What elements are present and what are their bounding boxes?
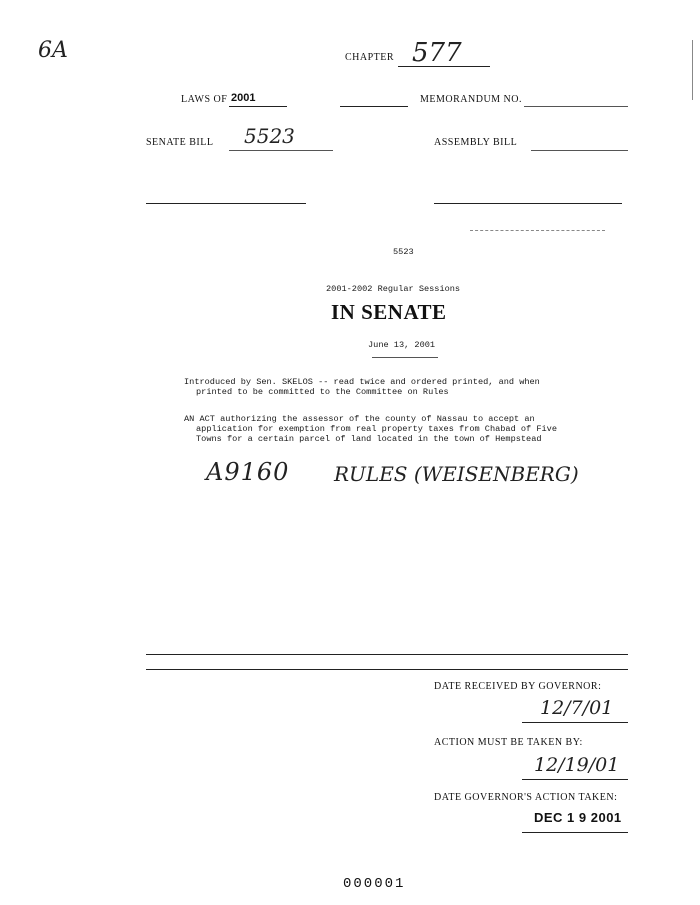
chapter-number: 577	[412, 38, 462, 68]
introduction-line-2: printed to be committed to the Committee on Rules	[196, 387, 449, 397]
chapter-label: CHAPTER	[345, 52, 395, 63]
senate-bill-number: 5523	[244, 124, 295, 148]
act-line-1: AN ACT authorizing the assessor of the county of Nassau to accept an	[184, 414, 535, 424]
laws-of-label: LAWS OF	[181, 94, 228, 105]
action-by-label: ACTION MUST BE TAKEN BY:	[434, 737, 583, 748]
action-by-value: 12/19/01	[534, 754, 620, 776]
senate-bill-label: SENATE BILL	[146, 137, 214, 148]
memorandum-label: MEMORANDUM NO.	[420, 94, 523, 105]
laws-of-year: 2001	[231, 92, 256, 104]
lower-rule-1	[146, 654, 628, 655]
chapter-underline	[398, 66, 490, 67]
laws-blank-line	[340, 106, 408, 107]
act-line-2: application for exemption from real property taxes from Chabad of Five	[196, 424, 557, 434]
date-underline	[372, 357, 438, 358]
action-by-line	[522, 779, 628, 780]
page-number: 000001	[343, 876, 406, 892]
date-received-label: DATE RECEIVED BY GOVERNOR:	[434, 681, 602, 692]
assembly-annotation: A9160	[206, 458, 290, 486]
assembly-bill-line	[531, 150, 628, 151]
session-line: 2001-2002 Regular Sessions	[326, 284, 461, 294]
act-line-3: Towns for a certain parcel of land located in the town of Hempstead	[196, 434, 542, 444]
blank-line-right	[434, 203, 622, 204]
lower-rule-2	[146, 669, 628, 670]
bill-number: 5523	[393, 247, 414, 257]
faint-line	[470, 230, 605, 231]
laws-of-underline	[229, 106, 287, 107]
blank-line-left	[146, 203, 306, 204]
bill-date: June 13, 2001	[368, 340, 436, 350]
rules-annotation: RULES (WEISENBERG)	[334, 462, 579, 486]
date-action-value: DEC 1 9 2001	[534, 810, 622, 825]
chamber-heading: IN SENATE	[331, 300, 447, 324]
date-action-line	[522, 832, 628, 833]
date-received-value: 12/7/01	[540, 697, 614, 719]
introduction-line-1: Introduced by Sen. SKELOS -- read twice and ordered printed, and when	[184, 377, 540, 387]
date-action-label: DATE GOVERNOR'S ACTION TAKEN:	[434, 792, 618, 803]
assembly-bill-label: ASSEMBLY BILL	[434, 137, 518, 148]
senate-bill-underline	[229, 150, 333, 151]
edge-mark	[692, 40, 694, 100]
date-received-line	[522, 722, 628, 723]
memorandum-line	[524, 106, 628, 107]
margin-note: 6A	[38, 38, 68, 63]
